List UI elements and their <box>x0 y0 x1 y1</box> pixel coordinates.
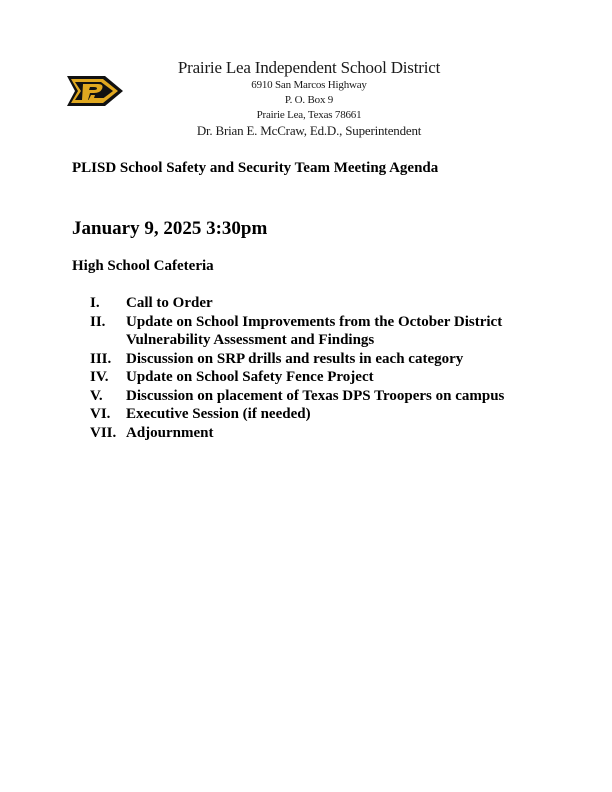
agenda-item-srp-drills <box>90 350 550 369</box>
agenda-item-number: I. <box>90 295 100 311</box>
agenda-item-text: Discussion on SRP drills and results in each category <box>126 350 464 367</box>
agenda-item-number: VI. <box>90 406 111 422</box>
agenda-item-number: IV. <box>90 369 109 385</box>
superintendent-line: Dr. Brian E. McCraw, Ed.D., Superintendent <box>196 123 422 138</box>
agenda-item-text: Call to Order <box>126 295 213 311</box>
meeting-date-time: January 9, 2025 3:30pm <box>72 218 268 239</box>
agenda-item-call-to-order <box>90 294 550 313</box>
agenda-item-text: Discussion on placement of Texas DPS Troopers on campus <box>126 387 505 404</box>
address-line-po-box: P. O. Box 9 <box>284 94 334 106</box>
agenda-item-executive-session <box>90 405 550 424</box>
agenda-item-safety-fence <box>90 368 550 387</box>
agenda-item-number: VII. <box>90 424 117 441</box>
address-line-city: Prairie Lea, Texas 78661 <box>256 109 362 121</box>
agenda-item-number: III. <box>90 350 112 367</box>
agenda-item-number: V. <box>90 387 103 404</box>
meeting-location: High School Cafeteria <box>72 258 214 274</box>
agenda-title: PLISD School Safety and Security Team Meeting Agenda <box>72 160 439 176</box>
district-name: Prairie Lea Independent School District <box>177 58 441 77</box>
agenda-item-school-improvements <box>90 313 550 350</box>
agenda-item-text: Adjournment <box>126 424 214 441</box>
agenda-item-adjournment <box>90 424 550 443</box>
agenda-item-number: II. <box>90 313 106 330</box>
agenda-item-dps-troopers <box>90 387 550 406</box>
agenda-item-text: Executive Session (if needed) <box>126 406 311 422</box>
address-line-street: 6910 San Marcos Highway <box>251 79 367 91</box>
prairie-lea-arrowhead-logo-icon <box>65 70 125 112</box>
agenda-list <box>90 294 550 442</box>
letterhead <box>150 58 468 138</box>
agenda-item-text: Update on School Improvements from the October District Vulnerability Assessment and Findings <box>126 313 503 348</box>
agenda-item-text: Update on School Safety Fence Project <box>126 369 374 385</box>
